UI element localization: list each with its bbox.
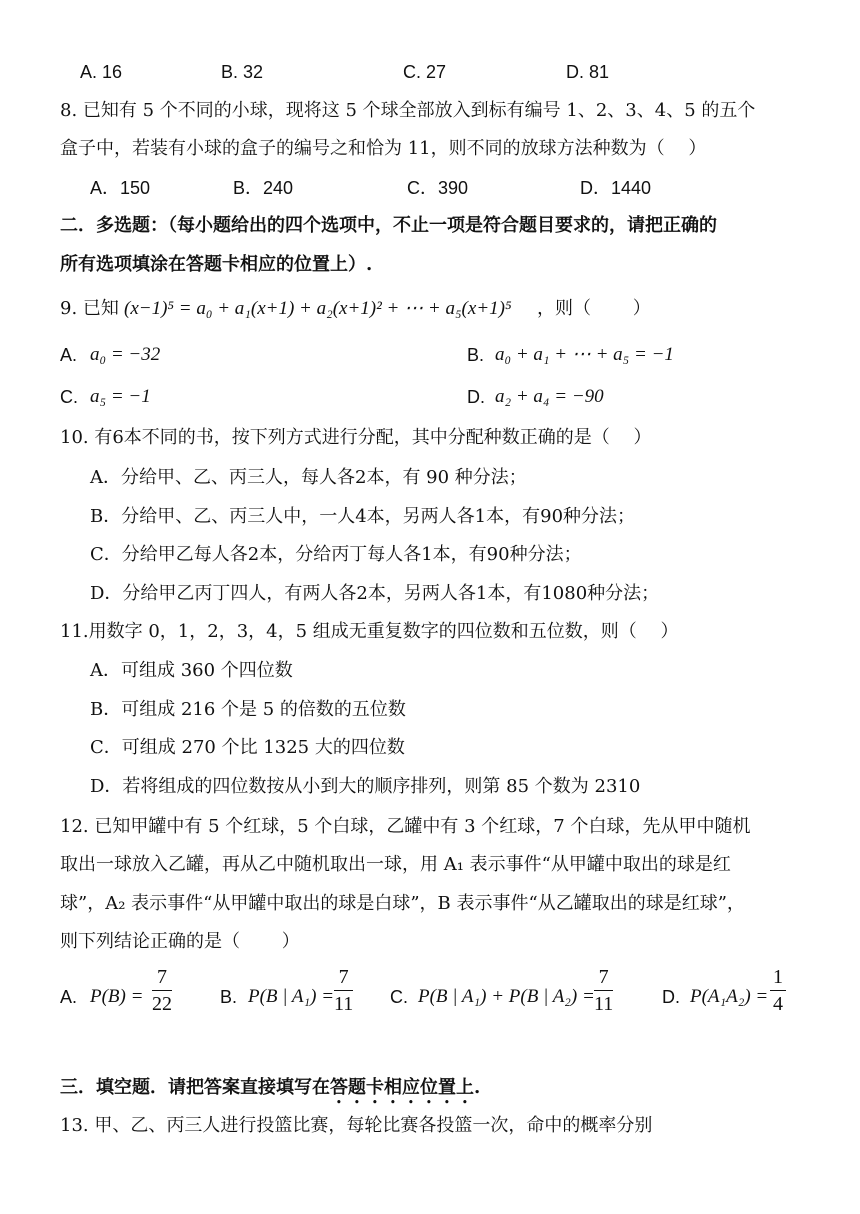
q12-option-d-lhs: P(A₁A₂) = <box>690 986 769 1007</box>
q11-option-a-text: A．可组成 360 个四位数 <box>90 660 293 681</box>
q7-option-a: A. 16 <box>80 62 123 82</box>
q12-option-a-denominator: 22 <box>152 993 172 1015</box>
section-3-title-emphasis: 答题卡相应位置上 <box>330 1077 474 1098</box>
q12-option-c-numerator: 7 <box>594 964 613 991</box>
q8-option-d: D．1440 <box>580 178 652 198</box>
q12-stem-line-1 <box>0 812 860 842</box>
q12-text-3: 球”，A₂ 表示事件“从甲罐中取出的球是白球”，B 表示事件“从乙罐取出的球是红球”， <box>60 893 745 914</box>
q9-option-c-expr: a₅ = −1 <box>90 386 151 407</box>
q9-option-d-expr: a₂ + a₄ = −90 <box>495 386 604 407</box>
q9-option-d-label: D. <box>467 387 485 407</box>
q12-option-a-fraction <box>152 964 172 1017</box>
q11-option-d-text: D．若将组成的四位数按从小到大的顺序排列，则第 85 个数为 2310 <box>90 776 641 797</box>
q12-text-4: 则下列结论正确的是（ ） <box>60 931 300 952</box>
q13-stem <box>0 1111 860 1141</box>
q9-option-c-label: C. <box>60 387 78 407</box>
q12-option-c-fraction <box>594 964 613 1017</box>
q11-option-a <box>0 656 860 686</box>
section-3-title-end: . <box>474 1077 481 1098</box>
q9-prefix: 9. 已知 <box>60 298 119 319</box>
q11-option-d <box>0 772 860 802</box>
q10-option-d-text: D．分给甲乙丙丁四人，有两人各2本，另两人各1本，有1080种分法； <box>90 583 660 604</box>
q7-option-b: B. 32 <box>221 62 264 82</box>
q11-option-b <box>0 695 860 725</box>
q7-options <box>0 57 860 87</box>
q9-options-row-2 <box>0 382 860 412</box>
q8-stem-line-2 <box>0 134 860 164</box>
q8-option-a: A．150 <box>90 178 151 198</box>
q9-formula: (x−1)⁵ = a₀ + a₁(x+1) + a₂(x+1)² + ⋯ + a₅(x+1)⁵ <box>124 298 512 319</box>
q12-option-a-numerator: 7 <box>152 964 172 991</box>
section-2-heading-line-1 <box>0 211 860 241</box>
q12-option-b-lhs: P(B | A₁) = <box>248 986 335 1007</box>
q9-option-b-expr: a₀ + a₁ + ⋯ + a₅ = −1 <box>495 344 674 365</box>
q11-stem <box>0 617 860 647</box>
q12-option-a-lhs: P(B) = <box>90 986 144 1007</box>
q10-option-a-text: A．分给甲、乙、丙三人，每人各2本，有 90 种分法； <box>90 467 527 488</box>
q12-stem-line-3 <box>0 889 860 919</box>
q12-option-d-fraction <box>770 964 786 1017</box>
section-3-title-main: 三．填空题．请把答案直接填写在 <box>60 1077 330 1098</box>
q9-options-row-1 <box>0 340 860 370</box>
q9-option-b-label: B. <box>467 345 485 365</box>
q12-option-b-fraction <box>334 964 353 1017</box>
q10-text: 10. 有6本不同的书，按下列方式进行分配，其中分配种数正确的是（ ） <box>60 427 652 448</box>
q12-text-1: 12. 已知甲罐中有 5 个红球，5 个白球，乙罐中有 3 个红球，7 个白球，先从甲中随机 <box>60 816 751 837</box>
q13-text: 13. 甲、乙、丙三人进行投篮比赛，每轮比赛各投篮一次，命中的概率分别 <box>60 1115 653 1136</box>
q12-stem-line-2 <box>0 850 860 880</box>
section-2-text-2: 所有选项填涂在答题卡相应的位置上）. <box>60 254 373 275</box>
q12-option-a-label: A. <box>60 987 78 1007</box>
q8-stem-line-1 <box>0 96 860 126</box>
q7-option-c: C. 27 <box>403 62 447 82</box>
q9-option-a-label: A. <box>60 345 78 365</box>
section-2-heading-line-2 <box>0 250 860 280</box>
q12-stem-line-4 <box>0 927 860 957</box>
q9-stem <box>0 294 860 324</box>
q10-stem <box>0 423 860 453</box>
q12-option-b-denominator: 11 <box>334 993 354 1015</box>
q11-text: 11.用数字 0，1，2，3，4，5 组成无重复数字的四位数和五位数，则（ ） <box>60 621 679 642</box>
q12-option-c-lhs: P(B | A₁) + P(B | A₂) = <box>418 986 595 1007</box>
q11-option-c <box>0 733 860 763</box>
q12-option-b-label: B. <box>220 987 238 1007</box>
q12-option-c-label: C. <box>390 987 408 1007</box>
q8-text-1: 8. 已知有 5 个不同的小球，现将这 5 个球全部放入到标有编号 1、2、3、4、5 的五个 <box>60 100 756 121</box>
q12-option-d-label: D. <box>662 987 680 1007</box>
q10-option-d <box>0 579 860 609</box>
q12-option-d-numerator: 1 <box>770 964 786 991</box>
q10-option-a <box>0 463 860 493</box>
q8-options <box>0 173 860 203</box>
q9-suffix: ，则（ ） <box>537 298 651 319</box>
section-2-text-1: 二．多选题：（每小题给出的四个选项中，不止一项是符合题目要求的，请把正确的 <box>60 215 717 236</box>
section-3-heading <box>0 1073 860 1103</box>
q11-option-c-text: C．可组成 270 个比 1325 大的四位数 <box>90 737 405 758</box>
q12-option-b-numerator: 7 <box>334 964 353 991</box>
q8-text-2: 盒子中，若装有小球的盒子的编号之和恰为 11，则不同的放球方法种数为（ ） <box>60 138 707 159</box>
q10-option-c <box>0 540 860 570</box>
q12-options <box>0 966 860 1015</box>
q10-option-c-text: C．分给甲乙每人各2本，分给丙丁每人各1本，有90种分法； <box>90 544 582 565</box>
q12-text-2: 取出一球放入乙罐，再从乙中随机取出一球，用 A₁ 表示事件“从甲罐中取出的球是红 <box>60 854 731 875</box>
q8-option-b: B．240 <box>233 178 294 198</box>
section-3-title <box>60 1073 480 1108</box>
q8-option-c: C．390 <box>407 178 469 198</box>
q10-option-b-text: B．分给甲、乙、丙三人中，一人4本，另两人各1本，有90种分法； <box>90 506 636 527</box>
q9-option-a-expr: a₀ = −32 <box>90 344 161 365</box>
q10-option-b <box>0 502 860 532</box>
q12-option-c-denominator: 11 <box>594 993 614 1015</box>
q7-option-d: D. 81 <box>566 62 610 82</box>
q12-option-d-denominator: 4 <box>773 993 783 1015</box>
q11-option-b-text: B．可组成 216 个是 5 的倍数的五位数 <box>90 699 406 720</box>
